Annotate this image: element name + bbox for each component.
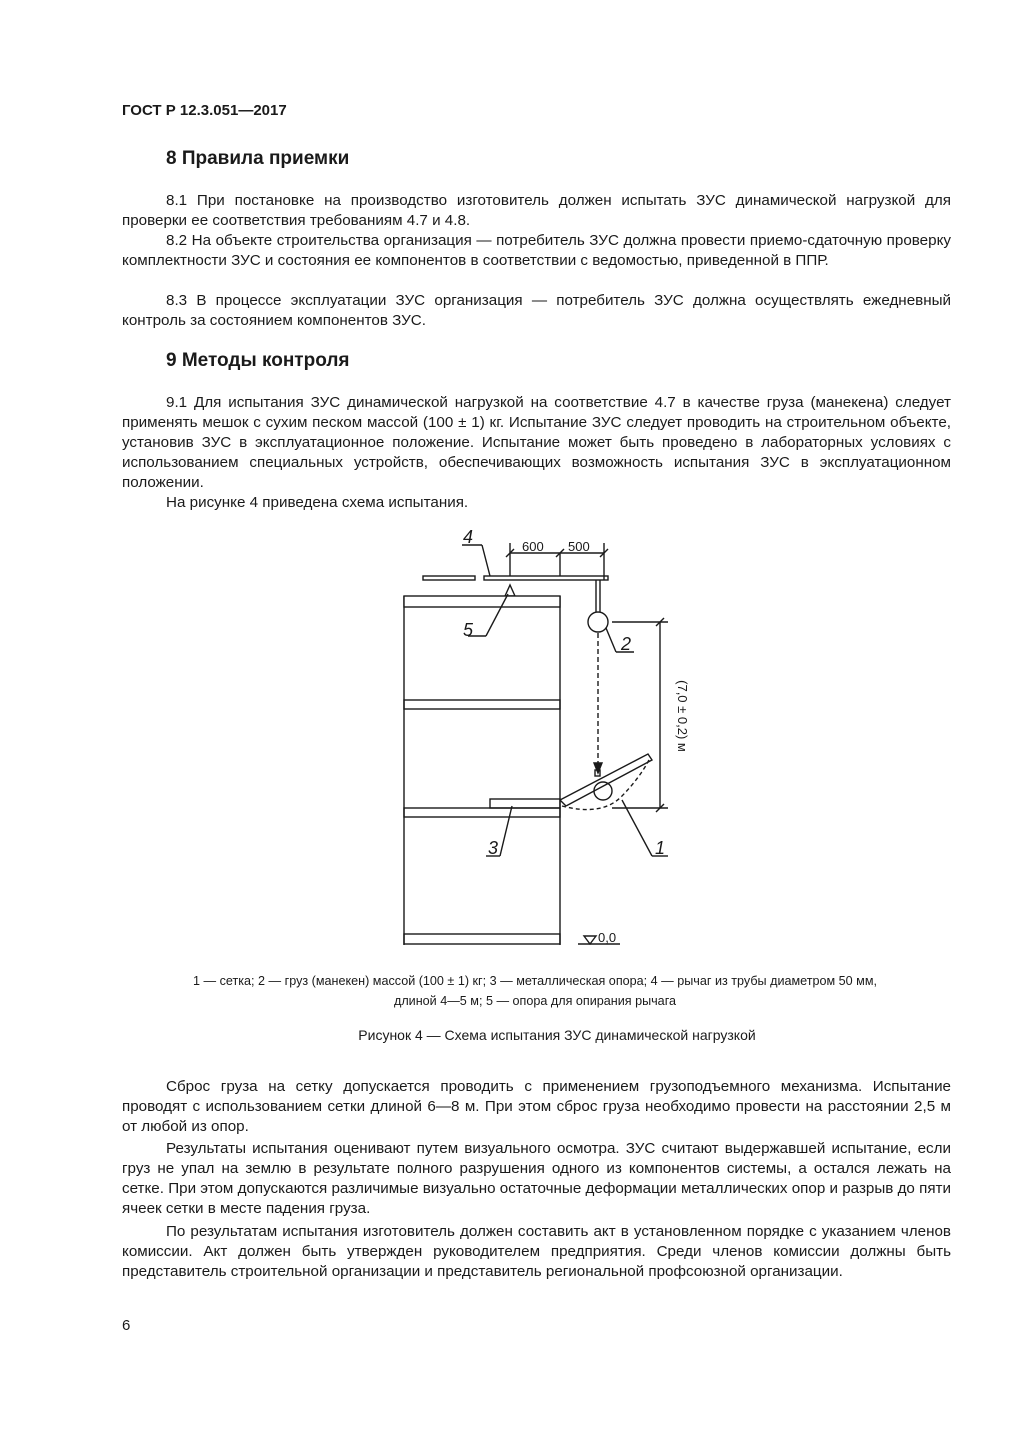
section-8-heading: 8 Правила приемки <box>166 148 350 169</box>
paragraph-8-3: 8.3 В процессе эксплуатации ЗУС организация — потребитель ЗУС должна осуществлять ежедневный контроль за состоянием компонентов ЗУС. <box>122 292 951 329</box>
paragraph-act: По результатам испытания изготовитель должен составить акт в установленном порядке с указанием членов комиссии. Акт должен быть утвержден руководителем предприятия. Среди членов комиссии должны быть представитель строительной организации и представитель региональной профсоюзной организации. <box>122 1223 951 1280</box>
slab-ground <box>404 934 560 944</box>
section-9-heading: 9 Методы контроля <box>166 350 350 371</box>
figure-legend-line-2: длиной 4—5 м; 5 — опора для опирания рычага <box>393 994 677 1008</box>
height-label: (7,0 ± 0,2) м <box>675 680 690 752</box>
paragraph-figure-ref: На рисунке 4 приведена схема испытания. <box>166 494 469 511</box>
callout-1: 1 <box>655 838 666 858</box>
dimension-600: 600 <box>522 539 544 554</box>
paragraph-8-2: 8.2 На объекте строительства организация — потребитель ЗУС должна провести приемо-сдаточную проверку комплектности ЗУС и состояния ее компонентов в соответствии с ведомостью, приведенной в ППР. <box>122 232 951 269</box>
figure-legend-line-1: 1 — сетка; 2 — груз (манекен) массой (100 ± 1) кг; 3 — металлическая опора; 4 — рычаг из трубы диаметром 50 мм, <box>193 974 877 988</box>
callout-3: 3 <box>488 838 499 858</box>
lever-pipe <box>484 576 608 580</box>
metal-support <box>490 799 560 808</box>
callout-2: 2 <box>621 634 632 654</box>
callout-5: 5 <box>463 620 474 640</box>
document-code: ГОСТ Р 12.3.051—2017 <box>122 102 287 119</box>
weight-icon <box>588 612 608 632</box>
lever-left-bar <box>423 576 475 580</box>
slab-top <box>404 596 560 607</box>
callout-4: 4 <box>463 527 474 547</box>
paragraph-drop: Сброс груза на сетку допускается проводить с применением грузоподъемного механизма. Испытание проводят с использованием сетки длиной 6—8 м. При этом сброс груза необходимо провести на расстоянии 2,5 м от любой из опор. <box>122 1078 951 1135</box>
page-number: 6 <box>122 1317 131 1334</box>
paragraph-results: Результаты испытания оценивают путем визуального осмотра. ЗУС считают выдержавшей испытание, если груз не упал на землю в результате полного разрушения одного из компонентов системы, а остался лежать на сетке. При этом допускаются различимые визуально остаточные деформации металлических опор и разрыв до пяти ячеек сетки в месте падения груза. <box>122 1140 951 1217</box>
paragraph-8-1: 8.1 При постановке на производство изготовитель должен испытать ЗУС динамической нагрузкой для проверки ее соответствия требованиям 4.7 и 4.8. <box>122 192 951 229</box>
net-support-arm <box>560 754 652 806</box>
ground-level-icon <box>584 936 596 944</box>
dropped-weight-icon <box>594 782 612 800</box>
figure-caption: Рисунок 4 — Схема испытания ЗУС динамической нагрузкой <box>358 1027 756 1043</box>
test-scheme-figure <box>400 524 690 954</box>
ground-level-label: 0,0 <box>598 930 617 945</box>
paragraph-9-1: 9.1 Для испытания ЗУС динамической нагрузкой на соответствие 4.7 в качестве груза (манекена) следует применять мешок с сухим песком массой (100 ± 1) кг. Испытание ЗУС следует проводить на строительном объекте, установив ЗУС в эксплуатационное положение. Испытание может быть проведено в лабораторных условиях с использованием специальных устройств, обеспечивающих возможность испытания ЗУС в эксплуатационном положении. <box>122 394 951 491</box>
lever-support-icon <box>505 585 515 596</box>
dimension-500: 500 <box>568 539 590 554</box>
slab-middle <box>404 700 560 709</box>
slab-lower <box>404 808 560 817</box>
